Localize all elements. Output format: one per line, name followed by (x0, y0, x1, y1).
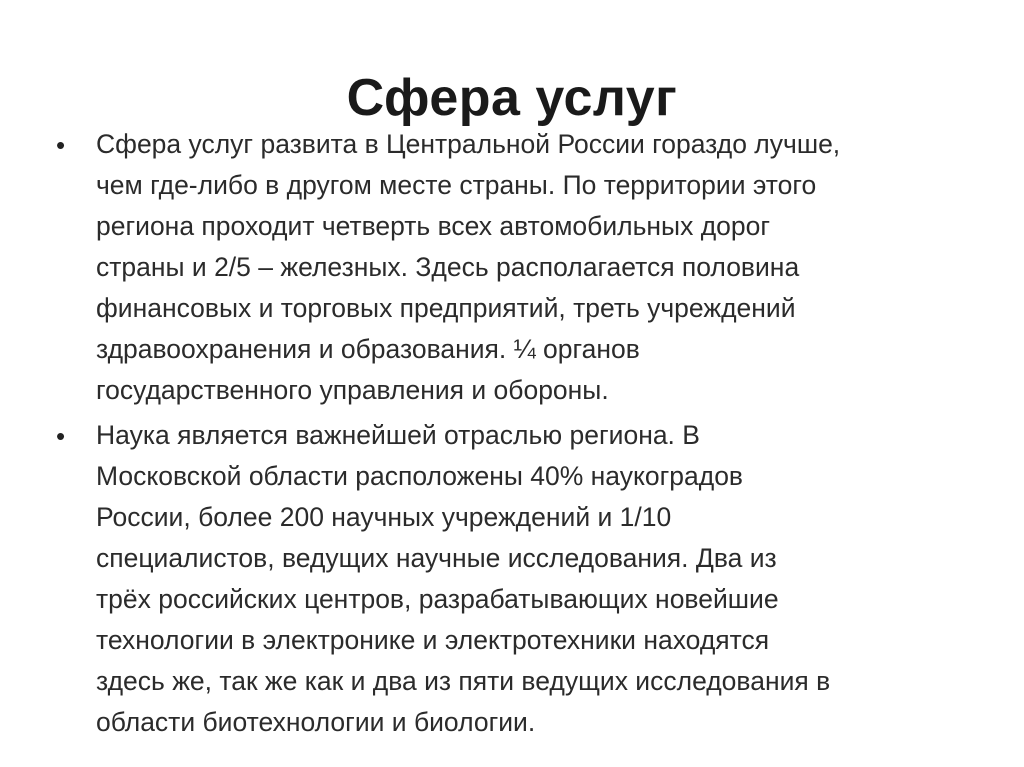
bullet-text (96, 415, 830, 743)
text-line: области биотехнологии и биологии. (96, 707, 536, 737)
bullet-marker: • (56, 421, 66, 451)
slide-title: Сфера услуг (346, 69, 678, 127)
bullet-text (96, 124, 840, 411)
text-line: здесь же, так же как и два из пяти ведущих исследования в (96, 666, 831, 696)
text-line: финансовых и торговых предприятий, треть учреждений (96, 293, 796, 323)
text-line: трёх российских центров, разрабатывающих новейшие (96, 584, 779, 614)
bullet-marker: • (56, 130, 66, 160)
text-line: Московской области расположены 40% наукоградов (96, 461, 744, 491)
text-line: региона проходит четверть всех автомобильных дорог (96, 211, 771, 241)
text-line: здравоохранения и образования. ¼ органов (96, 334, 640, 364)
text-line: страны и 2/5 – железных. Здесь располагается половина (96, 252, 800, 282)
text-line: чем где-либо в другом месте страны. По территории этого (96, 170, 817, 200)
text-line: России, более 200 научных учреждений и 1/10 (96, 502, 672, 532)
text-line: государственного управления и обороны. (96, 375, 609, 405)
bullet-item-services (56, 124, 976, 411)
text-line: технологии в электронике и электротехники находятся (96, 625, 770, 655)
bullet-list (56, 124, 976, 747)
bullet-item-science (56, 415, 976, 743)
text-line: Сфера услуг развита в Центральной России гораздо лучше, (96, 129, 841, 159)
text-line: специалистов, ведущих научные исследования. Два из (96, 543, 777, 573)
text-line: Наука является важнейшей отраслью региона. В (96, 420, 700, 450)
